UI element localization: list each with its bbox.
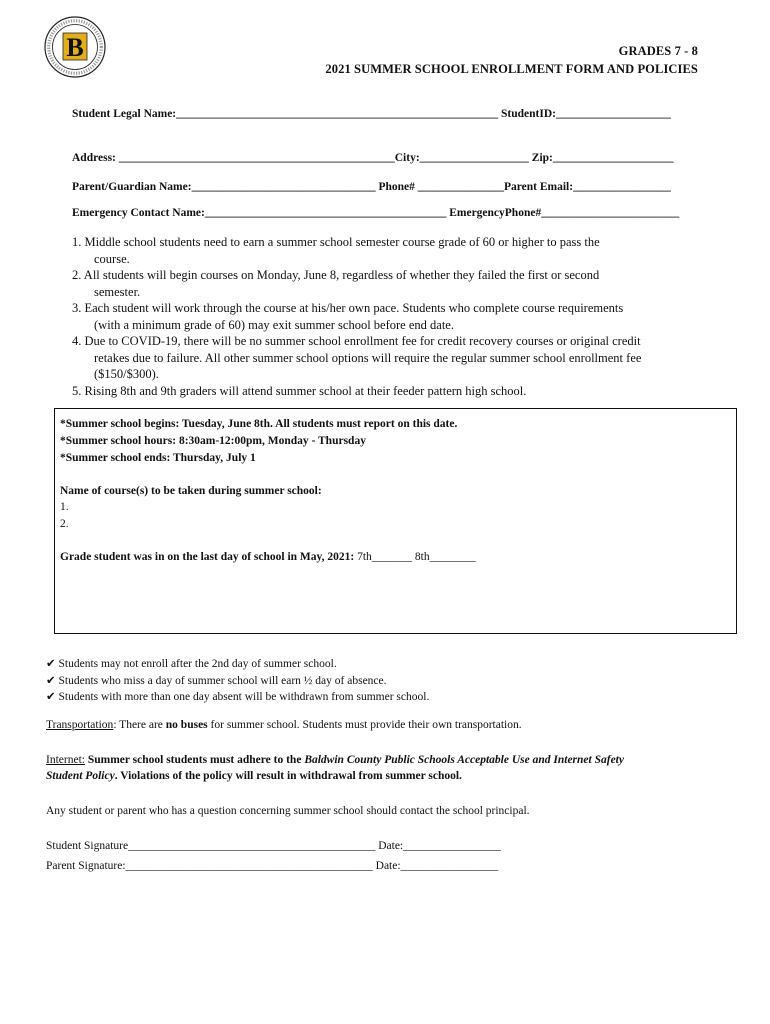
emergency-contact-field[interactable]: Emergency Contact Name:__________________________________________ EmergencyPhone#________________________ xyxy=(72,207,680,219)
hours-text: *Summer school hours: 8:30am-12:00pm, Monday - Thursday xyxy=(60,435,366,447)
parent-guardian-field[interactable]: Parent/Guardian Name:________________________________ Phone# _______________Parent Email:_________________ xyxy=(72,181,671,193)
transportation-notice: Transportation: There are no buses for summer school. Students must provide their own transportation. xyxy=(46,719,522,731)
rule-item: ✔ Students who miss a day of summer school will earn ½ day of absence. xyxy=(46,674,387,687)
district-seal-logo xyxy=(44,16,106,78)
logo-letter: B xyxy=(66,33,84,62)
student-signature-field[interactable]: Student Signature___________________________________________ Date:_________________ xyxy=(46,840,501,852)
ends-text: *Summer school ends: Thursday, July 1 xyxy=(60,452,256,464)
policy-list xyxy=(72,234,722,399)
policy-item: 3. Each student will work through the course at his/her own pace. Students who complete course requirements (with a minimum grade of 60) may exit summer school before end date. xyxy=(72,301,624,332)
grade-heading: GRADES 7 - 8 xyxy=(618,44,698,58)
rule-item: ✔ Students with more than one day absent will be withdrawn from summer school. xyxy=(46,691,430,703)
policy-item: 4. Due to COVID-19, there will be no summer school enrollment fee for credit recovery courses or original credit retakes due to failure. All other summer school options will require the regular summer school enrollment fee ($150/$300). xyxy=(72,334,642,381)
course-1-field[interactable]: 1. xyxy=(60,501,69,513)
grade-label: Grade student was in on the last day of school in May, 2021: xyxy=(60,551,355,563)
rule-item: ✔ Students may not enroll after the 2nd day of summer school. xyxy=(46,658,337,670)
summer-schedule-box xyxy=(54,408,737,634)
student-legal-name-field[interactable]: Student Legal Name:________________________________________________________ StudentID:____________________ xyxy=(72,108,671,120)
form-title: 2021 SUMMER SCHOOL ENROLLMENT FORM AND POLICIES xyxy=(325,62,698,76)
policy-item: 5. Rising 8th and 9th graders will attend summer school at their feeder pattern high school. xyxy=(72,383,527,398)
rules-list xyxy=(46,656,429,706)
course-2-field[interactable]: 2. xyxy=(60,518,69,530)
parent-signature-field[interactable]: Parent Signature:___________________________________________ Date:_________________ xyxy=(46,860,499,872)
grade-field[interactable] xyxy=(60,551,476,563)
courses-label: Name of course(s) to be taken during summer school: xyxy=(60,485,322,497)
address-field[interactable]: Address: ________________________________________________City:___________________ Zip:_____________________ xyxy=(72,152,674,164)
internet-policy-line-1: Internet: Summer school students must adhere to the Baldwin County Public Schools Acceptable Use and Internet Safety xyxy=(46,754,624,766)
contact-note: Any student or parent who has a question concerning summer school should contact the school principal. xyxy=(46,805,530,817)
grade-options[interactable]: 7th_______ 8th________ xyxy=(354,551,476,563)
policy-item: 1. Middle school students need to earn a summer school semester course grade of 60 or higher to pass the course. xyxy=(72,235,600,266)
policy-item: 2. All students will begin courses on Monday, June 8, regardless of whether they failed the first or second semester. xyxy=(72,268,600,299)
begins-text: *Summer school begins: Tuesday, June 8th. All students must report on this date. xyxy=(60,418,458,430)
internet-policy-line-2: Student Policy. Violations of the policy will result in withdrawal from summer school. xyxy=(46,770,462,782)
